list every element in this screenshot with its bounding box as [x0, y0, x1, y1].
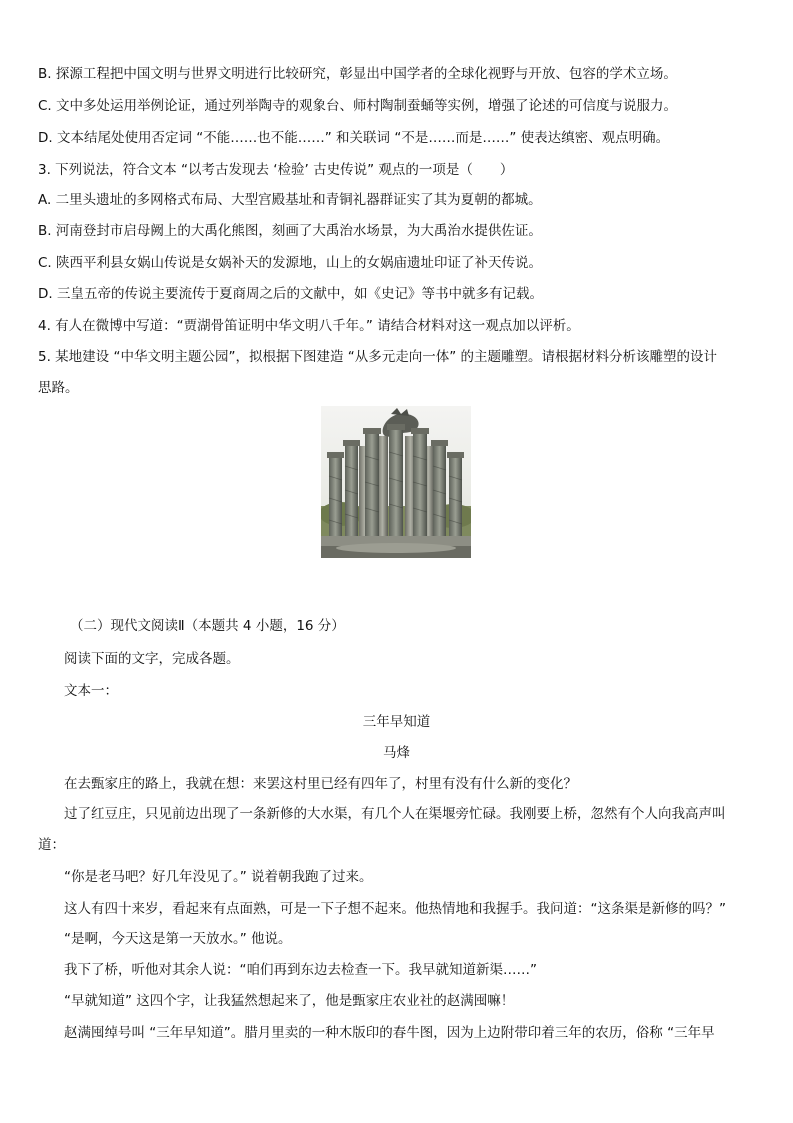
option-b-text: B. 探源工程把中国文明与世界文明进行比较研究，彰显出中国学者的全球化视野与开放、包容的学术立场。 [38, 66, 677, 82]
paragraph: “你是老马吧？好几年没见了。” 说着朝我跑了过来。 [64, 869, 373, 885]
question-4-stem: 4. 有人在微博中写道：“贾湖骨笛证明中华文明八千年。” 请结合材料对这一观点加以评析。 [38, 318, 580, 334]
sculpture-photo [321, 406, 471, 558]
option-c-text: C. 文中多处运用举例论证，通过列举陶寺的观象台、师村陶制蚕蛹等实例，增强了论述的可信度与说服力。 [38, 98, 678, 114]
paragraph: 在去甄家庄的路上，我就在想：来罢这村里已经有四年了，村里有没有什么新的变化？ [64, 776, 577, 792]
question-3-stem: 3. 下列说法，符合文本 “以考古发现去 ‘检验’ 古史传说” 观点的一项是（ ） [38, 162, 514, 178]
section-title: （二）现代文阅读Ⅱ（本题共 4 小题，16 分） [70, 618, 345, 634]
story-author: 马烽 [383, 745, 410, 761]
q3-option-c: C. 陕西平利县女娲山传说是女娲补天的发源地，山上的女娲庙遗址印证了补天传说。 [38, 255, 543, 271]
question-5-stem: 5. 某地建设 “中华文明主题公园”，拟根据下图建造 “从多元走向一体” 的主题雕塑。请根据材料分析该雕塑的设计 [38, 349, 718, 365]
q3-option-b: B. 河南登封市启母阙上的大禹化熊图，刻画了大禹治水场景，为大禹治水提供佐证。 [38, 223, 542, 239]
paragraph: 过了红豆庄，只见前边出现了一条新修的大水渠，有几个人在渠堰旁忙碌。我刚要上桥，忽然有个人向我高声叫 [64, 806, 726, 822]
q3-option-d: D. 三皇五帝的传说主要流传于夏商周之后的文献中，如《史记》等书中就多有记载。 [38, 286, 543, 302]
option-d-text: D. 文本结尾处使用否定词 “不能……也不能……” 和关联词 “不是……而是……” 使表达缜密、观点明确。 [38, 130, 670, 146]
instruction-text: 阅读下面的文字，完成各题。 [64, 651, 240, 667]
paragraph: 赵满囤绰号叫 “三年早知道”。腊月里卖的一种木版印的春牛图，因为上边附带印着三年的农历，俗称 “三年早 [64, 1025, 715, 1041]
paragraph: “早就知道” 这四个字，让我猛然想起来了，他是甄家庄农业社的赵满囤嘛！ [64, 993, 515, 1009]
paragraph: “是啊，今天这是第一天放水。” 他说。 [64, 931, 292, 947]
question-5-stem-cont: 思路。 [38, 380, 79, 396]
paragraph: 这人有四十来岁，看起来有点面熟，可是一下子想不起来。他热情地和我握手。我问道：“这条渠是新修的吗？” [64, 901, 726, 917]
paragraph-cont: 道： [38, 837, 65, 853]
story-title: 三年早知道 [362, 714, 431, 730]
paragraph: 我下了桥，听他对其余人说：“咱们再到东边去检查一下。我早就知道新渠……” [64, 962, 537, 978]
text-label: 文本一： [64, 683, 118, 699]
q3-option-a: A. 二里头遗址的多网格式布局、大型宫殿基址和青铜礼器群证实了其为夏朝的都城。 [38, 192, 542, 208]
